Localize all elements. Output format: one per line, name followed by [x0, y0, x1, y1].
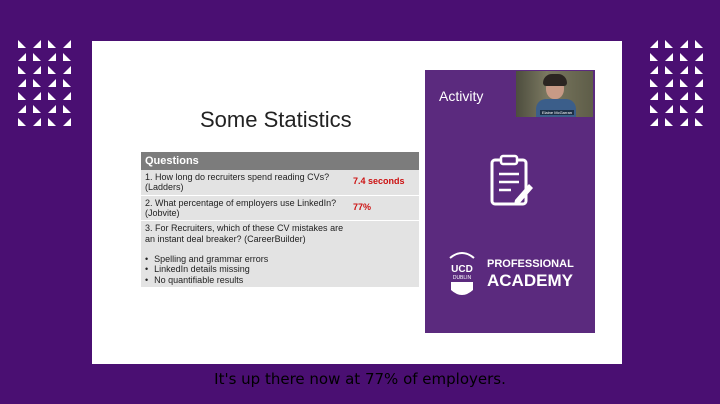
question-cell: 1. How long do recruiters spend reading CVs? (Ladders) — [141, 170, 349, 195]
table-row — [141, 170, 419, 195]
question-text: 3. For Recruiters, which of these CV mistakes are an instant deal breaker? (CareerBuilder) — [145, 223, 344, 244]
answer-cell: 77% — [349, 195, 419, 221]
answer-bullet-list — [145, 254, 345, 285]
table-header: Questions — [141, 152, 419, 170]
caption-text: It's up there now at 77% of employers. — [214, 370, 506, 388]
ucd-professional-academy-logo — [447, 248, 583, 308]
questions-table — [141, 152, 419, 288]
svg-text:UCD: UCD — [451, 264, 473, 275]
brand-line-1: PROFESSIONAL — [487, 258, 574, 270]
brand-line-2: ACADEMY — [487, 271, 573, 290]
bullet-item: • No quantifiable results — [145, 275, 345, 285]
slide-title: Some Statistics — [200, 107, 352, 132]
presenter-webcam — [516, 71, 593, 117]
svg-text:DUBLIN: DUBLIN — [452, 275, 472, 281]
table-row — [141, 221, 419, 288]
subtitle-caption — [0, 369, 720, 389]
bullet-item: • Spelling and grammar errors — [145, 254, 345, 264]
answer-cell — [349, 221, 419, 288]
decorative-pattern-right — [650, 40, 706, 131]
clipboard-icon — [489, 154, 533, 208]
question-cell: 2. What percentage of employers use LinkedIn? (Jobvite) — [141, 195, 349, 221]
table-row — [141, 195, 419, 221]
question-cell — [141, 221, 349, 288]
answer-cell: 7.4 seconds — [349, 170, 419, 195]
webcam-name-label: Elaine McGarran — [542, 110, 573, 115]
decorative-pattern-left — [18, 40, 74, 131]
panel-title: Activity — [439, 88, 484, 104]
bullet-item: • LinkedIn details missing — [145, 264, 345, 274]
ucd-crest-icon — [447, 248, 477, 300]
